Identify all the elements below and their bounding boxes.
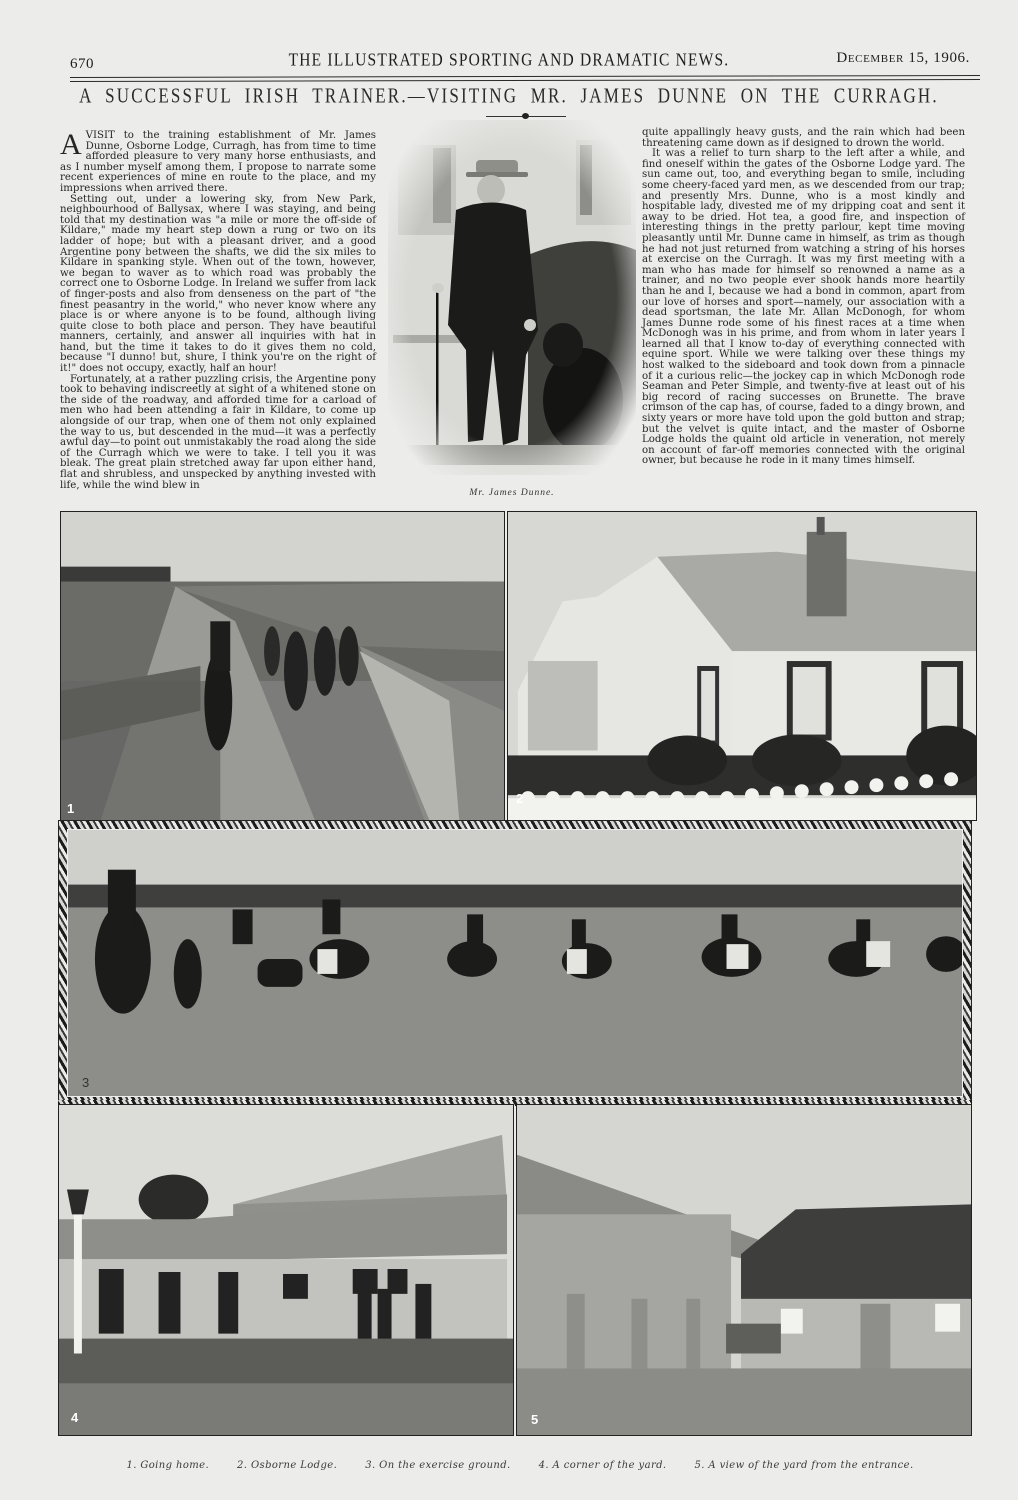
caption-1: 1. Going home. <box>126 1460 210 1471</box>
photo-number: 4 <box>71 1410 79 1425</box>
ornament-rule-icon <box>486 116 566 118</box>
portrait-image <box>388 120 636 475</box>
paragraph: AVISIT to the training establishment of Mr. James Dunne, Osborne Lodge, Curragh, has from time to time afforded pleasure to very many horse enthusiasts, and as I number myself among them, I propose to narrate some recent experiences of mine en route to the place, and my impressions when arrived there. <box>60 128 376 194</box>
photo-3-image <box>68 830 962 1096</box>
drop-cap: A <box>60 128 82 161</box>
paragraph: Setting out, under a lowering sky, from New Park, neighbourhood of Ballysax, where I was staying, and being told that my destination was "a mile or more the off-side of Kildare," made my heart step down a rung or two on its ladder of hope; but with a pleasant driver, and a good Argentine pony between the shafts, we did the six miles to Kildare in spanking style. When out of the town, however, we began to waver as to which road was probably the correct one to Osborne Lodge. In Ireland we suffer from lack of finger-posts and also from denseness on the part of "the finest peasantry in the world," who never know where any place is or where anyone is to be found, although living quite close to both place and person. They have beautiful manners, certainly, and answer all inquiries with hat in hand, but the time it takes to do it gives them no cold, because "I dunno! but, shure, I think you're on the right of it!" does not occupy, exactly, half an hour! <box>60 193 376 375</box>
header-rule <box>70 79 980 82</box>
photo-yard-from-entrance <box>516 1104 972 1436</box>
photo-osborne-lodge <box>507 511 977 821</box>
issue-date: December 15, 1906. <box>836 50 970 66</box>
paragraph: quite appallingly heavy gusts, and the rain which had been threatening came down as if designed to drown the world. <box>642 127 965 149</box>
page-number: 670 <box>70 56 94 72</box>
article-column-left <box>60 128 376 491</box>
caption-3: 3. On the exercise ground. <box>365 1460 511 1471</box>
photo-4-image <box>59 1105 513 1435</box>
portrait-caption: Mr. James Dunne. <box>469 488 555 498</box>
photo-going-home <box>60 511 505 821</box>
photo-5-image <box>517 1105 971 1435</box>
paragraph: Fortunately, at a rather puzzling crisis, the Argentine pony took to behaving indiscreetly at sight of a whitened stone on the side of the roadway, and afforded time for a carload of men who had been attending a fair in Kildare, to come up alongside of our trap, when one of them not only explained the way to us, but descended in the mud—it was a perfectly awful day—to point out unmistakably the road along the side of the Curragh which we were to take. I tell you it was bleak. The great plain stretched away far upon either hand, flat and shrubless, and unspecked by anything invested with life, while the wind blew in <box>60 373 376 491</box>
caption-2: 2. Osborne Lodge. <box>237 1460 338 1471</box>
photo-number: 1 <box>67 801 75 816</box>
photo-2-image <box>508 512 976 820</box>
photo-exercise-ground <box>67 829 963 1097</box>
publication-title: THE ILLUSTRATED SPORTING AND DRAMATIC NEWS. <box>288 50 730 71</box>
caption-4: 4. A corner of the yard. <box>538 1460 667 1471</box>
photo-number: 2 <box>516 791 524 806</box>
paragraph: It was a relief to turn sharp to the left after a while, and find oneself within the gates of the Osborne Lodge yard. The sun came out, too, and everything began to smile, including some cheery-faced yard men, as we descended from our trap; and presently Mrs. Dunne, who is a most kindly and hospitable lady, divested me of my dripping coat and sent it away to be dried. Hot tea, a good fire, and inspection of interesting things in the pretty parlour, kept time moving pleasantly until Mr. Dunne came in himself, as trim as though he had not just returned from watching a string of his horses at exercise on the Curragh. It was my first meeting with a man who has made for himself so renowned a name as a trainer, and no two people ever shook hands more heartily than he and I, because we had a bond in common, apart from our love of horses and sport—namely, our association with a dead sportsman, the late Mr. Allan McDonogh, for whom James Dunne rode some of his finest races at a time when McDonogh was in his prime, and from whom in later years I learned all that I know to-day of everything connected with equine sport. While we were talking over these things my host walked to the sideboard and took down from a pinnacle of it a curious relic—the jockey cap in which McDonogh rode Seaman and Peter Simple, and twenty-five at least out of his big record of racing successes on Brunette. The brave crimson of the cap has, of course, faded to a dingy brown, and sixty years or more have told upon the gold button and strap; but the velvet is quite intact, and the master of Osborne Lodge holds the quaint old article in veneration, not merely on account of far-off memories connected with the original owner, but because he rode in it many times himself. <box>642 148 965 467</box>
photo-number: 5 <box>531 1412 539 1427</box>
caption-5: 5. A view of the yard from the entrance. <box>694 1460 914 1471</box>
article-headline: A SUCCESSFUL IRISH TRAINER.—VISITING MR. JAMES DUNNE ON THE CURRAGH. <box>79 83 939 108</box>
photo-1-image <box>61 512 504 820</box>
portrait-photo <box>388 120 636 475</box>
header-rule <box>70 75 980 78</box>
photo-number: 3 <box>82 1075 90 1090</box>
photo-captions <box>100 1460 940 1471</box>
photo-corner-of-yard <box>58 1104 514 1436</box>
article-column-right <box>642 128 965 467</box>
